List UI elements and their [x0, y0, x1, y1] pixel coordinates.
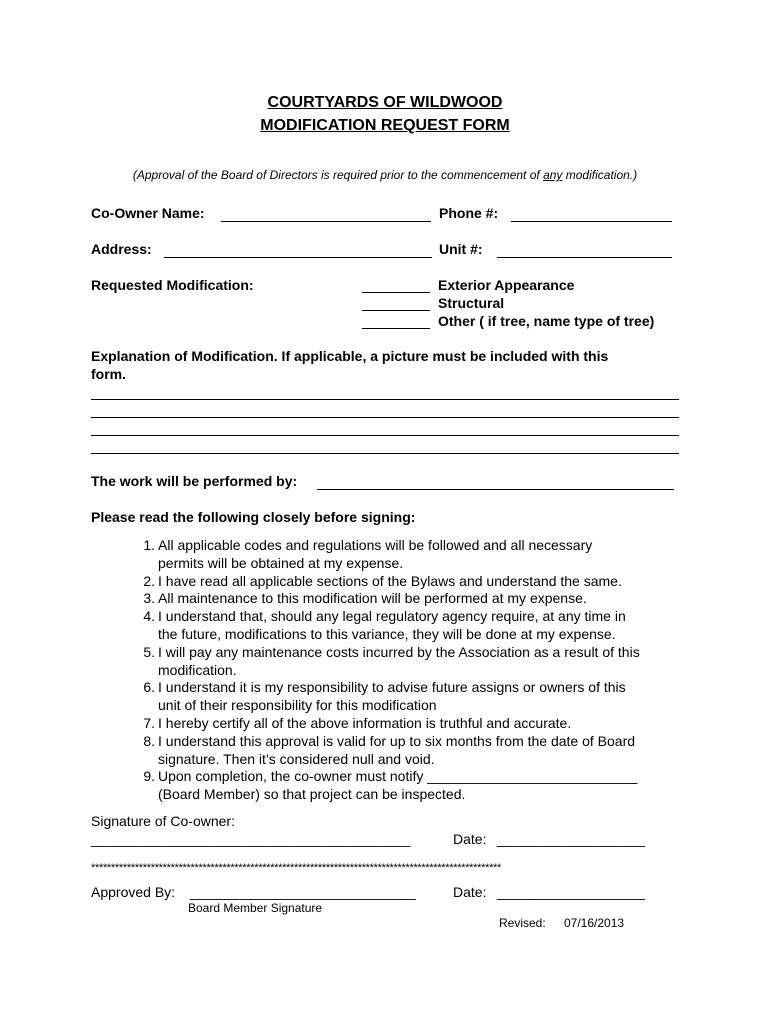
revised-date: 07/16/2013: [564, 916, 625, 930]
signature-label: Signature of Co-owner:: [91, 813, 235, 829]
work-performed-label: The work will be performed by:: [91, 473, 298, 489]
explanation-line-1[interactable]: [91, 399, 679, 400]
approved-date-field[interactable]: ___________________: [497, 884, 645, 900]
option-structural: Structural: [438, 295, 505, 311]
form-title-line1: COURTYARDS OF WILDWOOD: [267, 94, 503, 111]
co-owner-signature-field[interactable]: _________________________________________: [91, 831, 411, 847]
explanation-label-line1: Explanation of Modification. If applicable, a picture must be included with this: [91, 348, 609, 364]
phone-field[interactable]: [511, 221, 672, 222]
terms-heading: Please read the following closely before signing:: [91, 509, 416, 525]
term-item: 8. I understand this approval is valid for up to six months from the date of Board signature. Then it’s considered null and void.: [143, 732, 636, 767]
other-checkline[interactable]: [362, 328, 430, 329]
option-other: Other ( if tree, name type of tree): [438, 313, 655, 329]
term-item: 7. I hereby certify all of the above information is truthful and accurate.: [143, 714, 572, 731]
address-label: Address:: [91, 241, 152, 257]
term-item: 2. I have read all applicable sections of the Bylaws and understand the same.: [143, 572, 622, 589]
board-member-signature-caption: Board Member Signature: [188, 901, 323, 915]
option-exterior-appearance: Exterior Appearance: [438, 277, 575, 293]
date-label: Date:: [453, 831, 487, 847]
date-field[interactable]: ___________________: [497, 831, 645, 847]
explanation-line-2[interactable]: [91, 417, 679, 418]
co-owner-name-label: Co-Owner Name:: [91, 205, 205, 221]
term-item: 1. All applicable codes and regulations will be followed and all necessary permits will be obtained at my expense.: [143, 537, 593, 571]
approved-by-field[interactable]: _____________________________: [190, 884, 416, 900]
approval-note: (Approval of the Board of Directors is required prior to the commencement of any modification.): [132, 168, 638, 182]
explanation-line-3[interactable]: [91, 435, 679, 436]
term-item: 9. Upon completion, the co-owner must notify ___________________________ (Board Member) so that project can be inspected.: [143, 768, 638, 803]
unit-field[interactable]: [497, 257, 672, 258]
explanation-line-4[interactable]: [91, 453, 679, 454]
term-item: 5. I will pay any maintenance costs incurred by the Association as a result of this modification.: [143, 643, 640, 678]
phone-label: Phone #:: [439, 205, 499, 221]
term-item: 3. All maintenance to this modification will be performed at my expense.: [143, 590, 587, 607]
requested-modification-label: Requested Modification:: [91, 277, 254, 293]
separator-line: *******************************************************************************************************: [91, 862, 502, 874]
explanation-label-line2: form.: [91, 366, 126, 382]
address-field[interactable]: [164, 257, 432, 258]
structural-checkline[interactable]: [362, 310, 430, 311]
term-item: 6. I understand it is my responsibility to advise future assigns or owners of this unit of their responsibility for this modification: [143, 679, 626, 714]
approval-note-emphasis: any: [543, 168, 563, 182]
revised-label: Revised:: [499, 916, 546, 930]
term-item: 4. I understand that, should any legal regulatory agency require, at any time in the future, modifications to this variance, they will be done at my expense.: [143, 608, 626, 642]
work-performed-field[interactable]: [317, 489, 674, 490]
co-owner-name-field[interactable]: [221, 221, 431, 222]
exterior-appearance-checkline[interactable]: [362, 292, 430, 293]
approved-date-label: Date:: [453, 884, 487, 900]
unit-label: Unit #:: [439, 241, 483, 257]
terms-list: [91, 537, 691, 804]
approved-by-label: Approved By:: [91, 884, 176, 900]
form-title-line2: MODIFICATION REQUEST FORM: [260, 117, 510, 134]
